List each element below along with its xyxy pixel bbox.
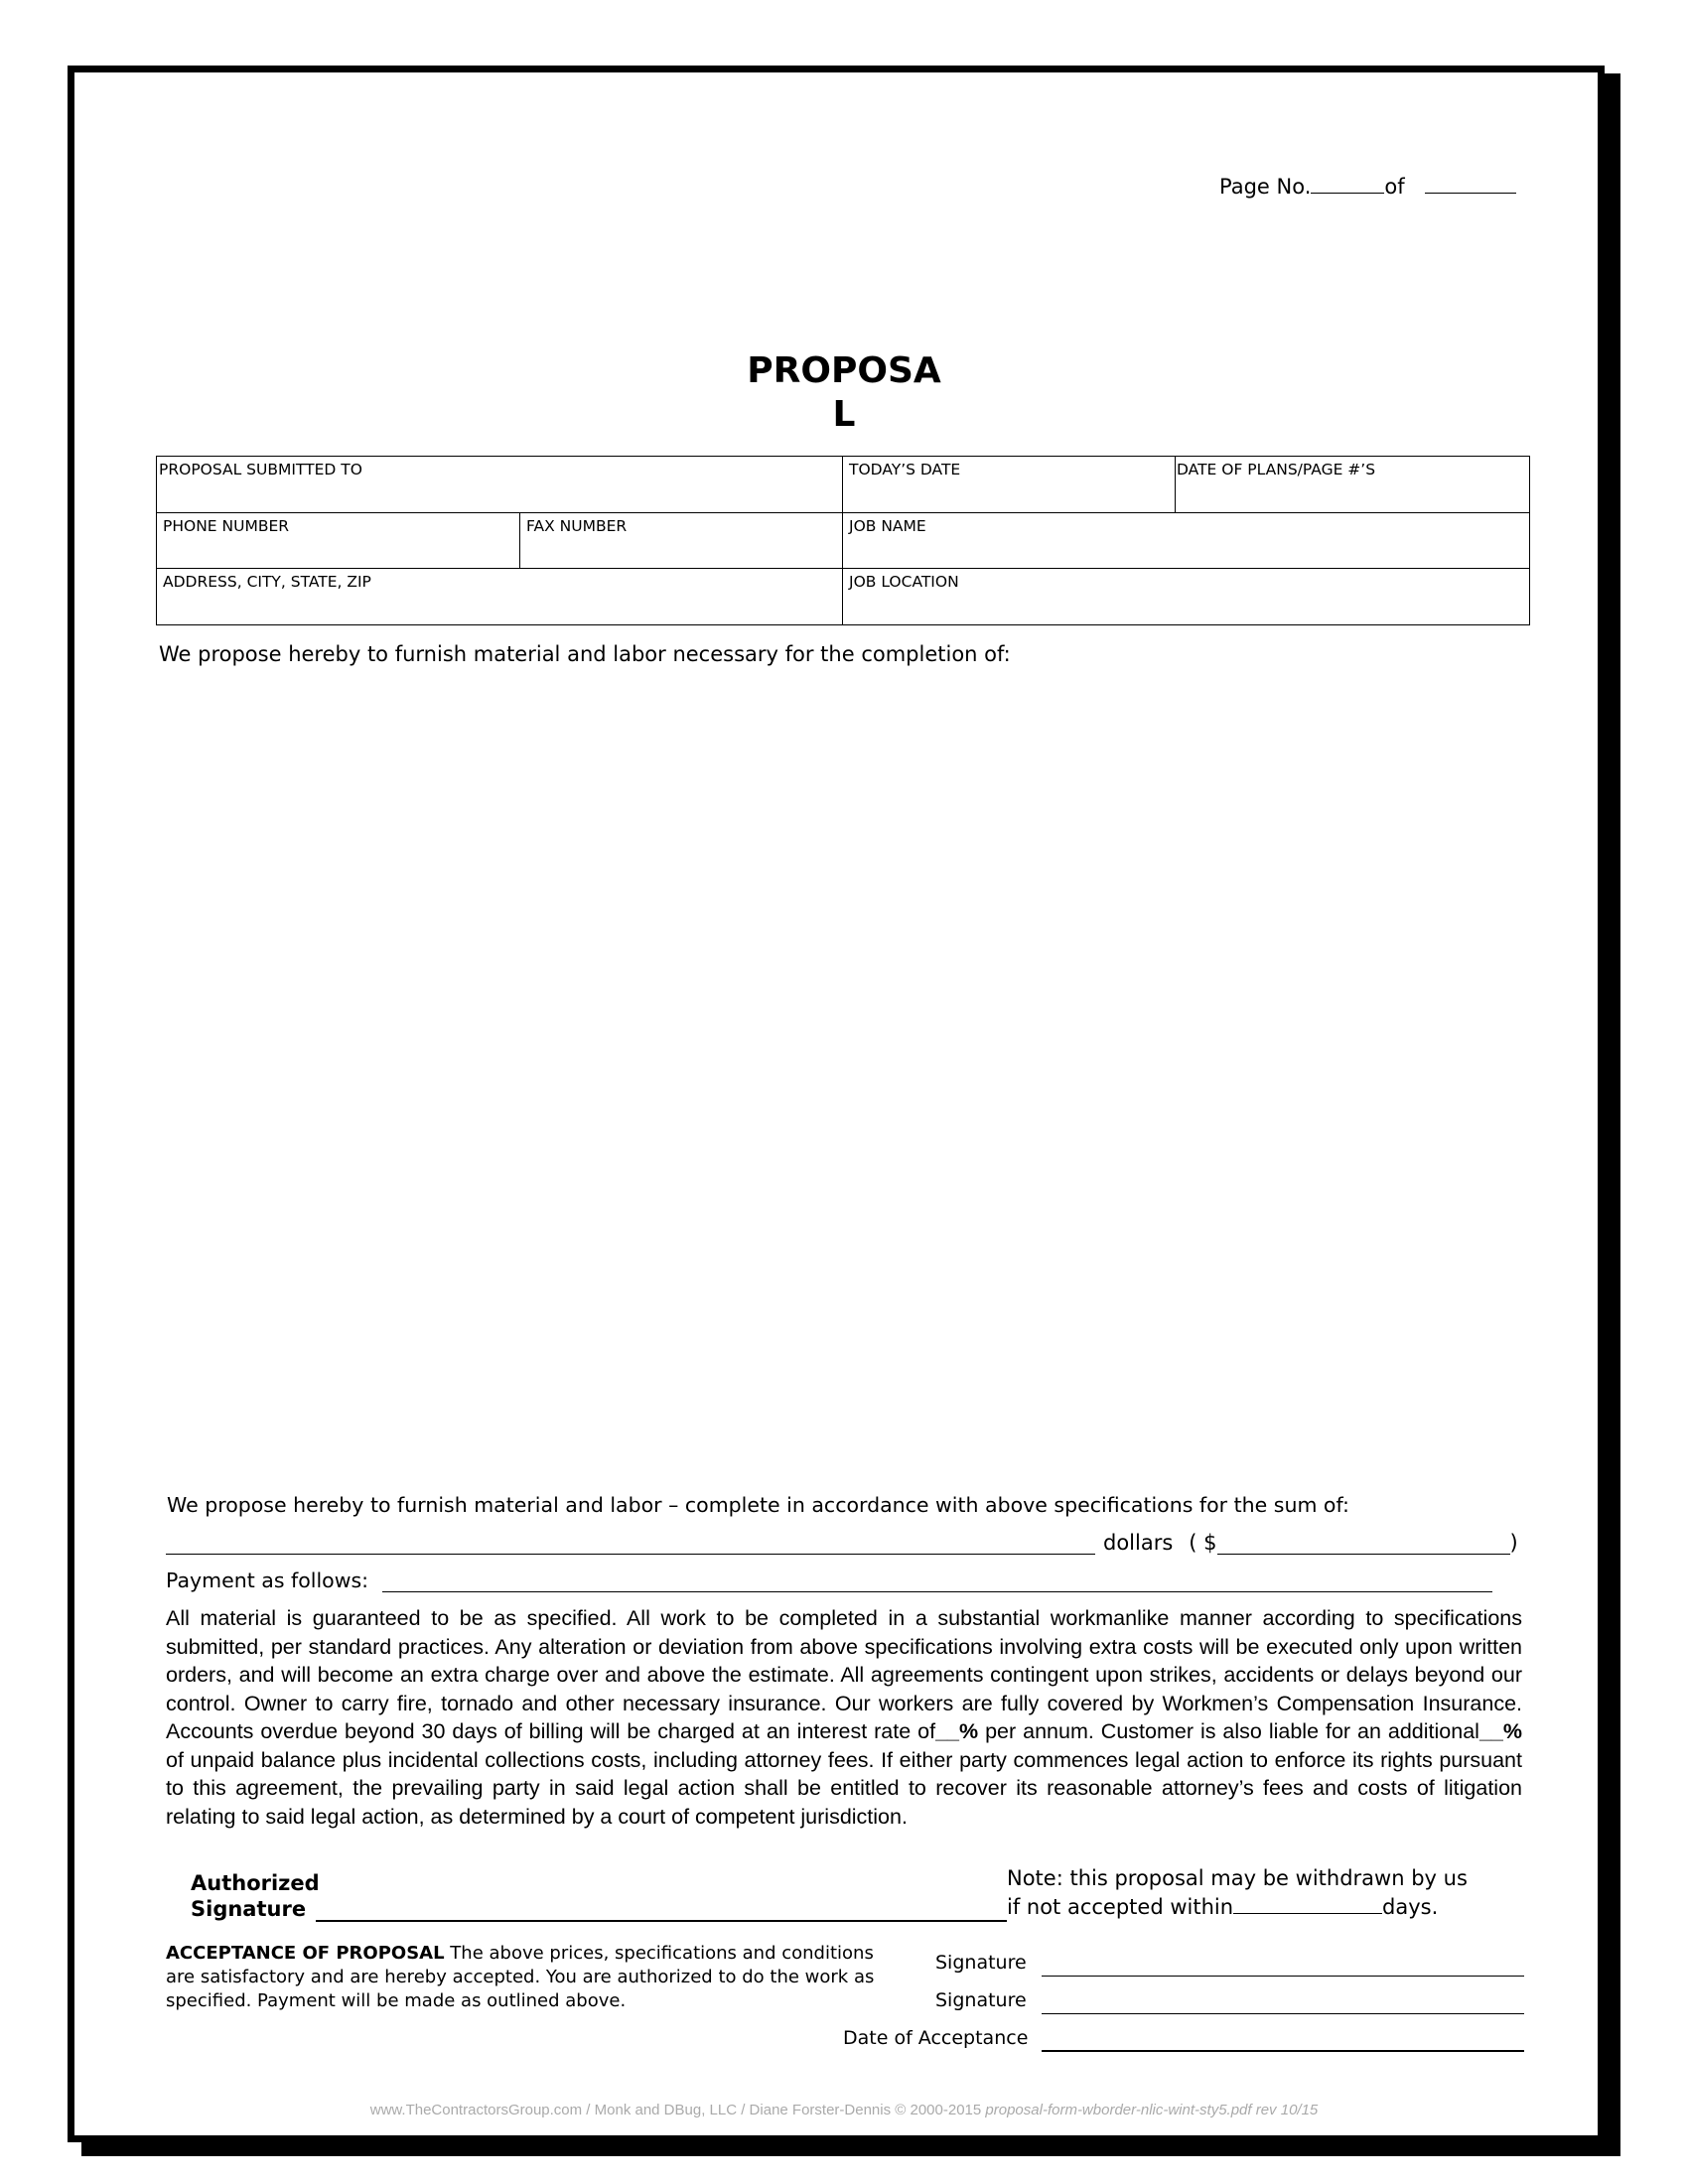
page-no-label: Page No. <box>1219 175 1312 199</box>
footer-credit <box>0 2102 1688 2118</box>
acceptance-body: The above prices, specifications and conditions are satisfactory and are hereby accepted. You are authorized to do the work as specified. Payment will be made as outlined above. <box>166 1943 875 2011</box>
payment-line <box>166 1569 1492 1592</box>
job-name-label: JOB NAME <box>849 516 926 535</box>
date-of-acceptance-label: Date of Acceptance <box>843 2027 1029 2049</box>
of-label: of <box>1384 175 1405 199</box>
authorized-signature-line[interactable] <box>316 1920 1007 1922</box>
proposal-submitted-to-label: PROPOSAL SUBMITTED TO <box>159 461 362 478</box>
withdrawal-note <box>1007 1864 1523 1922</box>
date-of-plans-label: DATE OF PLANS/PAGE #’S <box>1177 461 1376 478</box>
sum-words-blank[interactable] <box>166 1532 1095 1555</box>
phone-number-field[interactable] <box>157 512 520 569</box>
title-line-2: L <box>832 394 856 435</box>
authorized-label-line-1: Authorized <box>191 1871 320 1895</box>
additional-rate-blank[interactable]: __% <box>1478 1719 1522 1743</box>
date-of-plans-field[interactable] <box>1176 457 1530 513</box>
footer-credit-text: www.TheContractorsGroup.com / Monk and DBug, LLC / Diane Forster-Dennis © 2000-2015 <box>369 2102 986 2118</box>
fax-number-label: FAX NUMBER <box>526 516 628 535</box>
address-label: ADDRESS, CITY, STATE, ZIP <box>163 573 371 592</box>
signature-label-1: Signature <box>935 1952 1027 1974</box>
sum-statement: We propose hereby to furnish material and labor – complete in accordance with above specifications for the sum of: <box>167 1493 1349 1517</box>
title-line-1: PROPOSA <box>747 350 941 391</box>
terms-text-2: per annum. Customer is also liable for an additional <box>978 1719 1479 1743</box>
days-blank[interactable] <box>1233 1893 1382 1914</box>
sum-amount-blank[interactable] <box>1217 1532 1510 1555</box>
fax-number-field[interactable] <box>520 512 843 569</box>
signature-line-2[interactable] <box>1042 2013 1524 2014</box>
terms-text-3: of unpaid balance plus incidental collections costs, including attorney fees. If either party commences legal action to enforce its rights pursuant to this agreement, the prevailing party in said legal action shall be entitled to recover its reasonable attorney’s fees and costs of litigation relating to said legal action, as determined by a court of competent jurisdiction. <box>166 1747 1522 1829</box>
dollar-open: ( $ <box>1189 1531 1217 1555</box>
page-no-blank[interactable] <box>1311 175 1384 194</box>
proposal-info-table <box>156 456 1530 625</box>
payment-label: Payment as follows: <box>166 1569 369 1592</box>
job-location-label: JOB LOCATION <box>849 573 959 592</box>
job-location-field[interactable] <box>843 569 1530 625</box>
authorized-signature-label <box>191 1870 330 1922</box>
todays-date-label: TODAY’S DATE <box>849 461 961 478</box>
completion-statement: We propose hereby to furnish material and labor necessary for the completion of: <box>159 642 1011 666</box>
terms-text-1: All material is guaranteed to be as specified. All work to be completed in a substantial workmanlike manner according to specifications submitted, per standard practices. Any alteration or deviation from above specifications involving extra costs will be executed only upon written orders, and will become an extra charge over and above the estimate. All agreements contingent upon strikes, accidents or delays beyond our control. Owner to carry fire, tornado and other necessary insurance. Our workers are fully covered by Workmen’s Compensation Insurance. Accounts overdue beyond 30 days of billing will be charged at an interest rate of <box>166 1606 1522 1743</box>
authorized-label-line-2: Signature <box>191 1897 307 1921</box>
job-name-field[interactable] <box>843 512 1530 569</box>
proposal-submitted-to-field[interactable] <box>157 457 843 513</box>
page-total-blank[interactable] <box>1425 175 1516 194</box>
date-of-acceptance-line[interactable] <box>1042 2050 1524 2052</box>
dollars-label: dollars <box>1103 1531 1174 1555</box>
payment-terms-blank[interactable] <box>382 1570 1492 1592</box>
footer-file-name: proposal-form-wborder-nlic-wint-sty5.pdf rev 10/15 <box>985 2102 1319 2118</box>
sum-line <box>166 1531 1518 1555</box>
note-line-2-suffix: days. <box>1382 1895 1439 1919</box>
todays-date-field[interactable] <box>843 457 1176 513</box>
signature-label-2: Signature <box>935 1989 1027 2011</box>
interest-rate-blank[interactable]: __% <box>935 1719 979 1743</box>
note-line-2-prefix: if not accepted within <box>1007 1895 1234 1919</box>
acceptance-text <box>166 1942 901 2013</box>
terms-paragraph <box>166 1604 1522 1831</box>
page-title <box>695 349 993 437</box>
address-field[interactable] <box>157 569 843 625</box>
signature-line-1[interactable] <box>1042 1976 1524 1977</box>
page-number <box>1219 175 1516 199</box>
phone-number-label: PHONE NUMBER <box>163 516 290 535</box>
dollar-close: ) <box>1509 1531 1518 1555</box>
note-line-1: Note: this proposal may be withdrawn by us <box>1007 1866 1468 1890</box>
acceptance-heading: ACCEPTANCE OF PROPOSAL <box>166 1943 445 1964</box>
